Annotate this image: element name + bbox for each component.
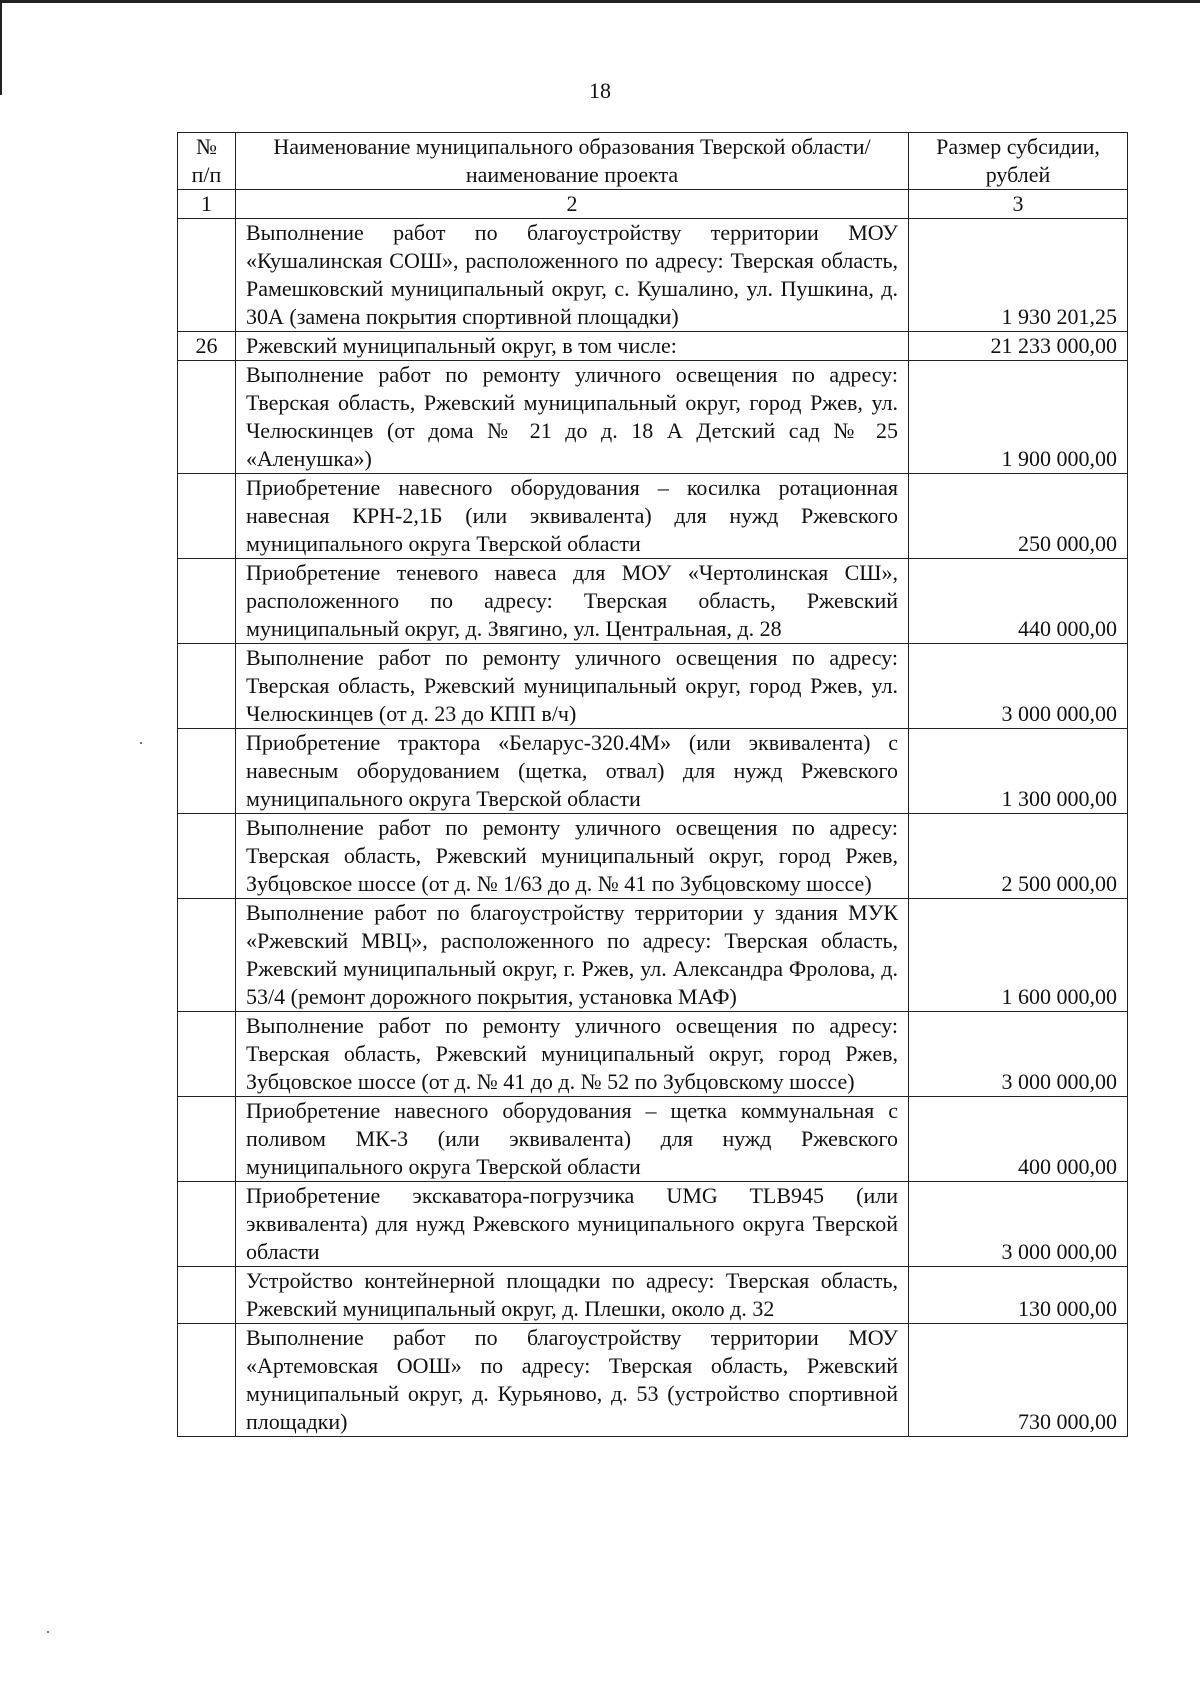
row-number xyxy=(178,361,236,474)
row-number: 26 xyxy=(178,332,236,361)
row-project-name: Выполнение работ по благоустройству территории МОУ «Кушалинская СОШ», расположенного по адресу: Тверская область, Рамешковский муниципальный округ, с. Кушалино, ул. Пушкина, д. 30А (замена покрытия спортивной площадки) xyxy=(236,219,909,332)
row-project-name: Приобретение трактора «Беларус-320.4М» (или эквивалента) с навесным оборудованием (щетка, отвал) для нужд Ржевского муниципального округа Тверской области xyxy=(236,729,909,814)
column-index-2: 2 xyxy=(236,190,909,219)
header-name: Наименование муниципального образования Тверской области/наименование проекта xyxy=(236,133,909,190)
row-subsidy-amount: 21 233 000,00 xyxy=(909,332,1128,361)
row-subsidy-amount: 3 000 000,00 xyxy=(909,1182,1128,1267)
row-number xyxy=(178,814,236,899)
table-row xyxy=(178,814,1128,899)
row-project-name: Приобретение экскаватора-погрузчика UMG TLB945 (или эквивалента) для нужд Ржевского муниципального округа Тверской области xyxy=(236,1182,909,1267)
row-subsidy-amount: 730 000,00 xyxy=(909,1324,1128,1437)
column-index-row xyxy=(178,190,1128,219)
row-subsidy-amount: 3 000 000,00 xyxy=(909,1012,1128,1097)
row-number xyxy=(178,644,236,729)
row-number xyxy=(178,1097,236,1182)
row-project-name: Выполнение работ по ремонту уличного освещения по адресу: Тверская область, Ржевский муниципальный округ, город Ржев, Зубцовское шоссе (от д. № 1/63 до д. № 41 по Зубцовскому шоссе) xyxy=(236,814,909,899)
table-row xyxy=(178,1012,1128,1097)
row-subsidy-amount: 2 500 000,00 xyxy=(909,814,1128,899)
row-project-name: Устройство контейнерной площадки по адресу: Тверская область, Ржевский муниципальный округ, д. Плешки, около д. 32 xyxy=(236,1267,909,1324)
table-row xyxy=(178,899,1128,1012)
row-subsidy-amount: 440 000,00 xyxy=(909,559,1128,644)
row-project-name: Ржевский муниципальный округ, в том числе: xyxy=(236,332,909,361)
row-number xyxy=(178,1012,236,1097)
row-subsidy-amount: 1 900 000,00 xyxy=(909,361,1128,474)
table-row xyxy=(178,729,1128,814)
row-number xyxy=(178,1267,236,1324)
row-subsidy-amount: 1 930 201,25 xyxy=(909,219,1128,332)
scan-speck xyxy=(47,1631,49,1633)
row-subsidy-amount: 400 000,00 xyxy=(909,1097,1128,1182)
table-row xyxy=(178,361,1128,474)
header-number: № п/п xyxy=(178,133,236,190)
row-project-name: Выполнение работ по ремонту уличного освещения по адресу: Тверская область, Ржевский муниципальный округ, город Ржев, Зубцовское шоссе (от д. № 41 до д. № 52 по Зубцовскому шоссе) xyxy=(236,1012,909,1097)
subsidy-table xyxy=(177,132,1128,1437)
column-index-1: 1 xyxy=(178,190,236,219)
row-project-name: Выполнение работ по благоустройству территории МОУ «Артемовская ООШ» по адресу: Тверская область, Ржевский муниципальный округ, д. Курьяново, д. 53 (устройство спортивной площадки) xyxy=(236,1324,909,1437)
table-row xyxy=(178,1182,1128,1267)
row-number xyxy=(178,1182,236,1267)
table-row xyxy=(178,1267,1128,1324)
table-row xyxy=(178,1324,1128,1437)
row-number xyxy=(178,474,236,559)
row-subsidy-amount: 130 000,00 xyxy=(909,1267,1128,1324)
table-row xyxy=(178,559,1128,644)
table-row xyxy=(178,474,1128,559)
header-amount: Размер субсидии, рублей xyxy=(909,133,1128,190)
table-row xyxy=(178,644,1128,729)
row-project-name: Приобретение навесного оборудования – щетка коммунальная с поливом МК-3 (или эквивалента) для нужд Ржевского муниципального округа Тверской области xyxy=(236,1097,909,1182)
row-project-name: Выполнение работ по ремонту уличного освещения по адресу: Тверская область, Ржевский муниципальный округ, город Ржев, ул. Челюскинцев (от дома № 21 до д. 18 А Детский сад № 25 «Аленушка») xyxy=(236,361,909,474)
column-index-3: 3 xyxy=(909,190,1128,219)
row-subsidy-amount: 3 000 000,00 xyxy=(909,644,1128,729)
row-number xyxy=(178,899,236,1012)
row-project-name: Приобретение теневого навеса для МОУ «Чертолинская СШ», расположенного по адресу: Тверская область, Ржевский муниципальный округ, д. Звягино, ул. Центральная, д. 28 xyxy=(236,559,909,644)
table-row xyxy=(178,219,1128,332)
scan-speck xyxy=(140,742,142,744)
row-subsidy-amount: 250 000,00 xyxy=(909,474,1128,559)
row-number xyxy=(178,219,236,332)
row-subsidy-amount: 1 600 000,00 xyxy=(909,899,1128,1012)
row-project-name: Выполнение работ по ремонту уличного освещения по адресу: Тверская область, Ржевский муниципальный округ, город Ржев, ул. Челюскинцев (от д. 23 до КПП в/ч) xyxy=(236,644,909,729)
row-subsidy-amount: 1 300 000,00 xyxy=(909,729,1128,814)
table-row xyxy=(178,332,1128,361)
row-project-name: Выполнение работ по благоустройству территории у здания МУК «Ржевский МВЦ», расположенного по адресу: Тверская область, Ржевский муниципальный округ, г. Ржев, ул. Александра Фролова, д. 53/4 (ремонт дорожного покрытия, установка МАФ) xyxy=(236,899,909,1012)
row-number xyxy=(178,1324,236,1437)
row-number xyxy=(178,729,236,814)
table-row xyxy=(178,1097,1128,1182)
row-number xyxy=(178,559,236,644)
table-header-row xyxy=(178,133,1128,190)
row-project-name: Приобретение навесного оборудования – косилка ротационная навесная КРН-2,1Б (или эквивалента) для нужд Ржевского муниципального округа Тверской области xyxy=(236,474,909,559)
scan-edge-top xyxy=(0,0,1200,3)
page-number: 18 xyxy=(589,78,611,103)
